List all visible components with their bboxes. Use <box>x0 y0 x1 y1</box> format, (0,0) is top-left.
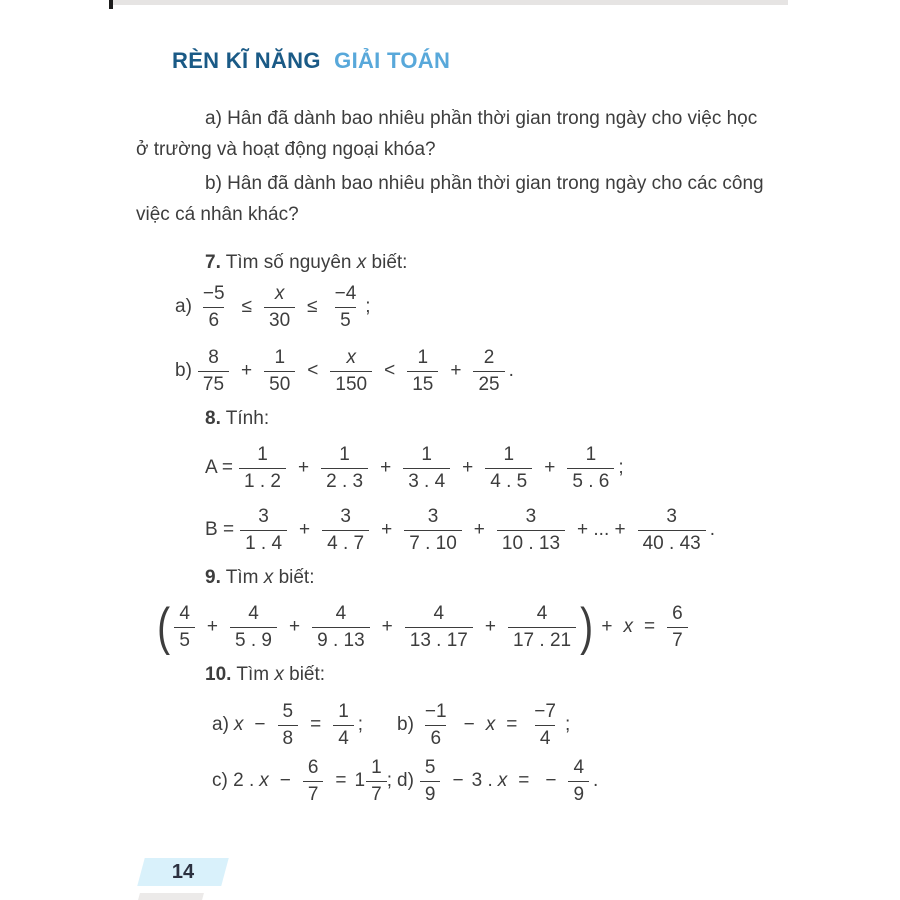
numerator: 5 <box>282 701 294 722</box>
numerator: 4 <box>433 603 445 624</box>
variable: x <box>233 714 244 736</box>
text-token: ; <box>365 296 371 318</box>
fraction <box>405 603 473 652</box>
problem-10c-formula <box>212 757 394 806</box>
numerator: 4 <box>536 603 548 624</box>
problem-8A-formula <box>205 444 626 493</box>
question-paragraph-b <box>136 168 786 230</box>
operator: = <box>310 714 322 736</box>
numerator: 1 <box>585 444 597 465</box>
section-title <box>172 48 450 74</box>
denominator: 7 <box>366 781 387 806</box>
operator: = <box>335 770 347 792</box>
fraction <box>264 283 295 332</box>
fraction <box>568 757 589 806</box>
variable: x <box>259 770 269 792</box>
operator: + <box>299 519 311 541</box>
numerator: 1 <box>417 347 429 368</box>
operator: − <box>279 770 291 792</box>
operator: + <box>297 457 310 479</box>
operator: + <box>473 519 485 541</box>
whole-part: 1 <box>354 770 366 792</box>
denominator: 9 <box>420 781 441 806</box>
operator: + <box>241 360 253 382</box>
fraction <box>529 701 561 750</box>
text-token: 9. <box>205 567 221 588</box>
fraction <box>366 757 387 806</box>
denominator: 150 <box>330 371 372 396</box>
operator: ≤ <box>307 296 318 318</box>
variable: x <box>485 714 496 736</box>
operator: + <box>206 616 219 638</box>
text-token: 7. <box>205 252 221 273</box>
problem-10a-formula <box>212 701 365 750</box>
operator: + <box>380 457 392 479</box>
denominator: 1 . 2 <box>239 468 286 493</box>
numerator: −5 <box>202 283 225 304</box>
problem-7a-formula <box>175 283 373 332</box>
fraction <box>497 506 565 555</box>
fraction <box>667 603 688 652</box>
operator: + ... + <box>577 519 626 541</box>
fraction <box>239 444 286 493</box>
problem-8B-formula <box>205 506 717 555</box>
denominator: 8 <box>278 725 299 750</box>
fraction <box>198 347 229 396</box>
text-token: A = <box>205 457 233 479</box>
operator: + <box>601 616 613 638</box>
denominator: 50 <box>264 371 295 396</box>
problem-10d-formula <box>397 757 600 806</box>
numerator: 4 <box>335 603 347 624</box>
numerator: 5 <box>424 757 436 778</box>
numerator: 8 <box>208 347 219 368</box>
fraction <box>330 283 362 332</box>
fraction <box>403 444 450 493</box>
problem-8-heading <box>205 408 269 430</box>
fraction <box>407 347 438 396</box>
fraction <box>312 603 370 652</box>
numerator: 1 <box>421 444 432 465</box>
fraction <box>174 603 195 652</box>
text-token: biết: <box>366 252 408 273</box>
denominator: 30 <box>264 307 295 332</box>
text-token: b) <box>397 714 414 736</box>
operator: − <box>463 714 475 736</box>
fraction <box>638 506 706 555</box>
numerator: 6 <box>672 603 683 624</box>
text-token: ; <box>386 770 392 792</box>
fraction <box>303 757 324 806</box>
numerator: 3 <box>258 506 269 527</box>
operator: = <box>506 714 518 736</box>
problem-7-heading <box>205 252 407 274</box>
parenthesis: ) <box>580 598 594 657</box>
numerator: 4 <box>573 757 585 778</box>
numerator: 3 <box>666 506 677 527</box>
text-token: Tìm <box>220 567 264 588</box>
problem-10-heading <box>205 664 325 686</box>
denominator: 10 . 13 <box>497 530 565 555</box>
denominator: 17 . 21 <box>508 627 576 652</box>
problem-9-heading <box>205 567 315 589</box>
numerator: −1 <box>424 701 447 722</box>
denominator: 7 <box>303 781 324 806</box>
denominator: 40 . 43 <box>638 530 706 555</box>
mixed-number <box>355 757 387 806</box>
denominator: 3 . 4 <box>403 468 450 493</box>
fraction <box>264 347 295 396</box>
text-token: 3 . <box>471 770 493 792</box>
variable: x <box>356 252 367 273</box>
denominator: 5 <box>335 307 356 332</box>
operator: − <box>545 770 557 792</box>
paragraph-line: b) Hân đã dành bao nhiêu phần thời gian trong ngày cho các công <box>205 173 764 194</box>
numerator: 2 <box>483 347 495 368</box>
denominator: 9 <box>568 781 589 806</box>
operator: = <box>644 616 656 638</box>
text-token: biết: <box>273 567 315 588</box>
page-number: 14 <box>171 861 195 883</box>
variable: x <box>623 616 634 638</box>
denominator: 4 <box>535 725 556 750</box>
numerator: 3 <box>427 506 439 527</box>
denominator: 5 . 6 <box>567 468 614 493</box>
next-tab-peek <box>138 893 204 900</box>
operator: + <box>450 360 462 382</box>
numerator: x <box>274 283 285 304</box>
problem-10b-formula <box>397 701 572 750</box>
numerator: 1 <box>503 444 515 465</box>
denominator: 7 <box>667 627 688 652</box>
text-token: biết: <box>283 664 326 685</box>
denominator: 6 <box>203 307 224 332</box>
operator: + <box>544 457 556 479</box>
registration-tick-icon <box>109 0 113 9</box>
numerator: 4 <box>248 603 259 624</box>
parenthesis: ( <box>157 598 171 657</box>
fraction <box>278 701 299 750</box>
variable: x <box>497 770 508 792</box>
text-token: ; <box>564 714 571 736</box>
text-token: 8. <box>205 408 221 429</box>
variable: x <box>263 567 274 588</box>
operator: − <box>452 770 464 792</box>
fraction <box>198 283 230 332</box>
denominator: 13 . 17 <box>405 627 473 652</box>
numerator: 1 <box>338 701 349 722</box>
text-token: b) <box>175 360 192 382</box>
fraction <box>321 444 368 493</box>
operator: + <box>381 519 393 541</box>
text-token: . <box>508 360 514 382</box>
operator: + <box>289 616 301 638</box>
text-token: Tìm <box>231 664 275 685</box>
fraction <box>240 506 287 555</box>
denominator: 9 . 13 <box>312 627 370 652</box>
fraction <box>330 347 372 396</box>
section-title-primary: RÈN KĨ NĂNG <box>172 48 321 73</box>
operator: ≤ <box>241 296 253 318</box>
text-token: Tính: <box>220 408 270 429</box>
page-number-tab <box>137 858 229 886</box>
fraction <box>404 506 462 555</box>
numerator: 1 <box>339 444 350 465</box>
operator: < <box>384 360 396 382</box>
denominator: 5 <box>174 627 195 652</box>
variable: x <box>274 664 284 685</box>
operator: − <box>254 714 266 736</box>
text-token: 10. <box>205 664 232 685</box>
text-token: d) <box>397 770 414 792</box>
fraction <box>567 444 614 493</box>
denominator: 15 <box>407 371 438 396</box>
fraction <box>485 444 532 493</box>
paragraph-line: a) Hân đã dành bao nhiêu phần thời gian trong ngày cho việc học <box>205 108 758 129</box>
text-token: B = <box>205 519 235 541</box>
fraction <box>508 603 576 652</box>
numerator: 1 <box>274 347 286 368</box>
denominator: 1 . 4 <box>240 530 287 555</box>
denominator: 5 . 9 <box>230 627 277 652</box>
text-token: a) <box>175 296 192 318</box>
numerator: 3 <box>340 506 351 527</box>
numerator: −7 <box>534 701 556 722</box>
section-title-secondary: GIẢI TOÁN <box>334 48 451 73</box>
text-token: a) <box>212 714 229 736</box>
denominator: 7 . 10 <box>404 530 462 555</box>
question-paragraph-a <box>136 103 786 165</box>
numerator: −4 <box>334 283 357 304</box>
text-token: Tìm số nguyên <box>220 252 357 273</box>
denominator: 25 <box>473 371 504 396</box>
fraction <box>473 347 504 396</box>
fraction <box>322 506 369 555</box>
denominator: 75 <box>198 371 229 396</box>
operator: + <box>462 457 474 479</box>
operator: < <box>307 360 319 382</box>
text-token: . <box>709 519 715 541</box>
denominator: 4 . 5 <box>485 468 532 493</box>
fraction <box>333 701 354 750</box>
denominator: 4 . 7 <box>322 530 369 555</box>
operator: = <box>518 770 530 792</box>
numerator: 6 <box>307 757 319 778</box>
fraction <box>420 757 441 806</box>
denominator: 4 <box>333 725 354 750</box>
numerator: 1 <box>257 444 268 465</box>
paragraph-line: ở trường và hoạt động ngoại khóa? <box>136 139 436 160</box>
operator: + <box>484 616 496 638</box>
text-token: ; <box>618 457 624 479</box>
numerator: 4 <box>179 603 190 624</box>
fraction <box>230 603 277 652</box>
fraction <box>420 701 452 750</box>
problem-9-equation <box>157 598 692 657</box>
denominator: 6 <box>425 725 446 750</box>
operator: + <box>381 616 393 638</box>
text-token: . <box>593 770 599 792</box>
text-token: c) 2 . <box>212 770 255 792</box>
numerator: 3 <box>525 506 537 527</box>
denominator: 2 . 3 <box>321 468 368 493</box>
paragraph-line: việc cá nhân khác? <box>136 204 299 225</box>
numerator: 1 <box>371 757 382 778</box>
text-token: ; <box>357 714 364 736</box>
scan-edge-strip <box>112 0 788 5</box>
numerator: x <box>346 347 356 368</box>
problem-7b-formula <box>175 347 516 396</box>
